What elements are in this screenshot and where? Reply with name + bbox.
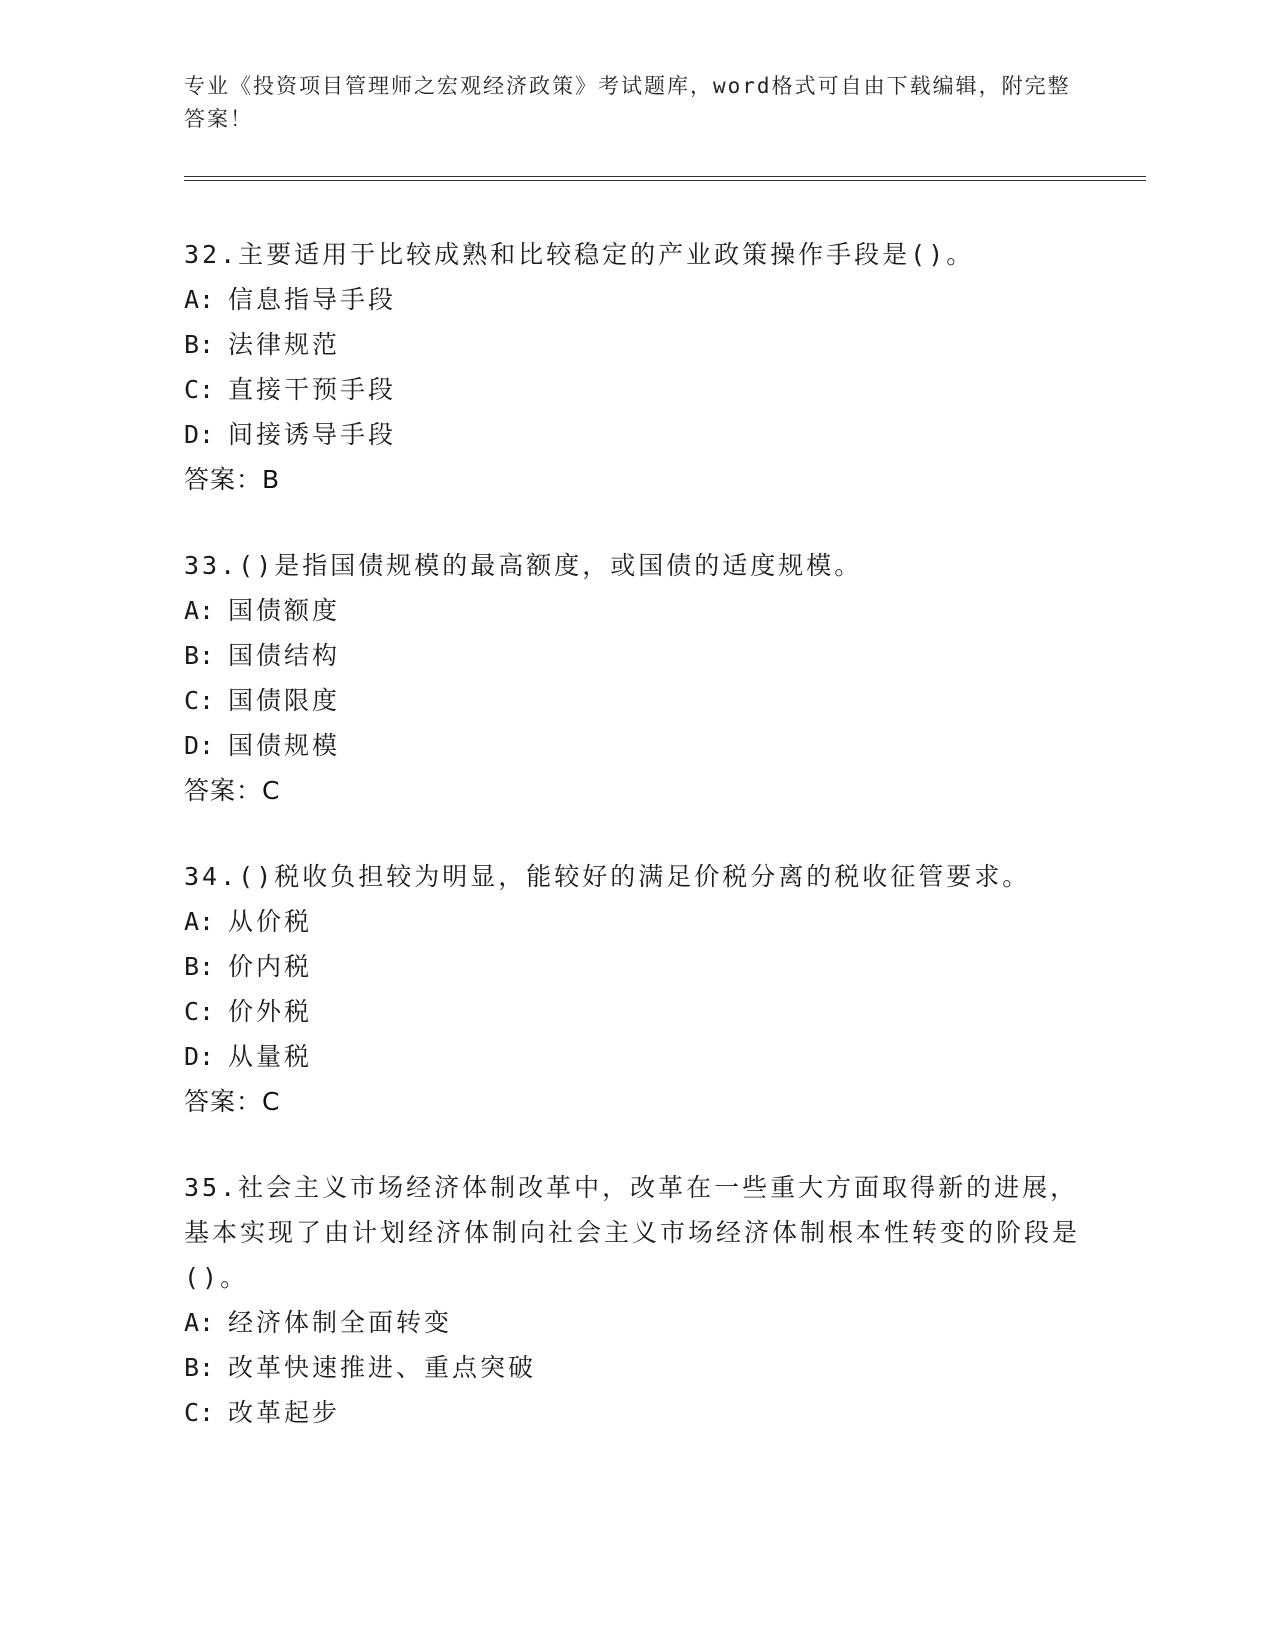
option-letter: A: bbox=[184, 596, 215, 625]
option-c bbox=[184, 678, 1084, 723]
option-letter: A: bbox=[184, 285, 215, 314]
header-double-rule bbox=[184, 176, 1146, 181]
question-35 bbox=[184, 1165, 1084, 1435]
question-stem: 33.()是指国债规模的最高额度，或国债的适度规模。 bbox=[184, 551, 863, 580]
option-letter: B: bbox=[184, 952, 215, 981]
option-text: 国债额度 bbox=[228, 596, 341, 625]
option-b bbox=[184, 322, 1084, 367]
option-text: 间接诱导手段 bbox=[228, 420, 397, 449]
option-b bbox=[184, 633, 1084, 678]
option-letter: B: bbox=[184, 641, 215, 670]
option-letter: D: bbox=[184, 731, 215, 760]
option-letter: D: bbox=[184, 1042, 215, 1071]
option-letter: A: bbox=[184, 1308, 215, 1337]
option-text: 国债限度 bbox=[228, 686, 341, 715]
option-letter: C: bbox=[184, 1398, 215, 1427]
option-letter: C: bbox=[184, 686, 215, 715]
option-text: 从量税 bbox=[228, 1042, 313, 1071]
option-letter: A: bbox=[184, 907, 215, 936]
option-b bbox=[184, 1345, 1084, 1390]
option-text: 价内税 bbox=[228, 952, 313, 981]
option-text: 国债规模 bbox=[228, 731, 341, 760]
option-text: 从价税 bbox=[228, 907, 313, 936]
option-a bbox=[184, 1300, 1084, 1345]
document-header: 专业《投资项目管理师之宏观经济政策》考试题库，word格式可自由下载编辑，附完整答案！ bbox=[184, 74, 1071, 131]
option-text: 改革快速推进、重点突破 bbox=[228, 1353, 537, 1382]
option-a bbox=[184, 277, 1084, 322]
option-letter: B: bbox=[184, 330, 215, 359]
question-33 bbox=[184, 543, 1084, 813]
option-a bbox=[184, 899, 1084, 944]
option-c bbox=[184, 989, 1084, 1034]
option-letter: D: bbox=[184, 420, 215, 449]
question-stem: 34.()税收负担较为明显，能较好的满足价税分离的税收征管要求。 bbox=[184, 862, 1031, 891]
option-text: 价外税 bbox=[228, 997, 313, 1026]
question-list bbox=[184, 232, 1084, 1476]
option-text: 改革起步 bbox=[228, 1398, 341, 1427]
option-text: 经济体制全面转变 bbox=[228, 1308, 453, 1337]
option-text: 信息指导手段 bbox=[228, 285, 397, 314]
question-34 bbox=[184, 854, 1084, 1124]
question-stem: 35.社会主义市场经济体制改革中，改革在一些重大方面取得新的进展，基本实现了由计划经济体制向社会主义市场经济体制根本性转变的阶段是()。 bbox=[184, 1173, 1081, 1292]
answer-line: 答案：C bbox=[184, 776, 281, 805]
option-d bbox=[184, 412, 1084, 457]
option-a bbox=[184, 588, 1084, 633]
question-32 bbox=[184, 232, 1084, 502]
option-c bbox=[184, 1390, 1084, 1435]
answer-line: 答案：C bbox=[184, 1087, 281, 1116]
option-letter: B: bbox=[184, 1353, 215, 1382]
option-letter: C: bbox=[184, 997, 215, 1026]
option-b bbox=[184, 944, 1084, 989]
option-d bbox=[184, 1034, 1084, 1079]
option-text: 直接干预手段 bbox=[228, 375, 397, 404]
option-c bbox=[184, 367, 1084, 412]
option-d bbox=[184, 723, 1084, 768]
option-text: 法律规范 bbox=[228, 330, 341, 359]
question-stem: 32.主要适用于比较成熟和比较稳定的产业政策操作手段是()。 bbox=[184, 240, 975, 269]
option-letter: C: bbox=[184, 375, 215, 404]
option-text: 国债结构 bbox=[228, 641, 341, 670]
answer-line: 答案：B bbox=[184, 465, 281, 494]
